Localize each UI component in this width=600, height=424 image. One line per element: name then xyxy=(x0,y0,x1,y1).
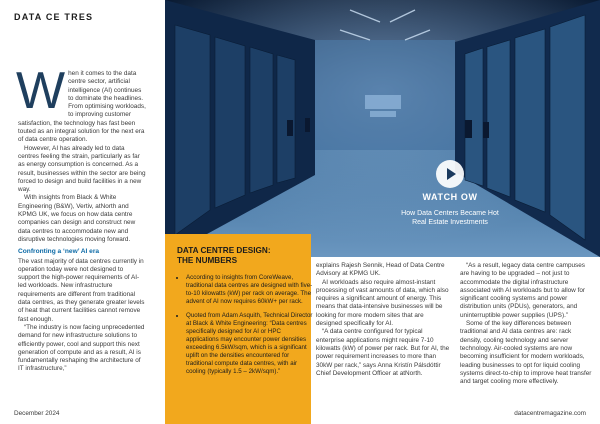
drop-cap: W xyxy=(16,62,66,120)
paragraph: “A data centre configured for typical enterprise applications might require 7-10 kilowatts (kW) of power per rack. But for AI, the power requirement increases to more than 30kW per rack,” says Anna Kristín Pálsdóttir Chief Development Officer at atNorth. xyxy=(316,328,450,377)
article-column-3 xyxy=(316,262,450,378)
paragraph: The vast majority of data centres currently in operation today were not designed to support the high-power requirements of AI-led workloads. New infrastructure requirements are different from traditional data centres, as they generate greater levels of heat that current facilities cannot remove fast enough. xyxy=(18,257,145,323)
sidebar-title-line-1: DATA CENTRE DESIGN: xyxy=(177,246,271,255)
paragraph: “As a result, legacy data centre campuses are having to be upgraded – not just to accommodate the digital infrastructure associated with AI workloads but to allow for significant cooling systems and power distribution units (PDUs), generators, and uninterruptible power supplies (UPS).” xyxy=(460,262,586,319)
watch-now-button[interactable] xyxy=(420,160,480,202)
paragraph: AI workloads also require almost-instant processing of vast amounts of data, which also requires a significant amount of energy. This means that data-intensive businesses will be looking for more modern sites that are designed specifically for AI. xyxy=(316,278,449,328)
sidebar-box-numbers xyxy=(165,234,311,424)
subheading: Confronting a ‘new’ AI era xyxy=(18,248,100,256)
paragraph: However, AI has already led to data centres feeling the strain, particularly as far as energy consumption is concerned. As a result, businesses within the sector are being forced to design and build facilities in a new way. xyxy=(18,144,146,194)
sidebar-title xyxy=(177,246,271,266)
sidebar-title-line-2: THE NUMBERS xyxy=(177,256,238,265)
sidebar-item: • Quoted from Adam Asquith, Technical Director at Black & White Engineering: “Data centres specifically designed for AI or HPC applications may encounter power densities exceeding 6.5kW/sqm, which is a significant uplift on the densities encountered for traditional compute data centres, with air cooling (typically 1.5 – 2kW/sqm).” xyxy=(186,312,314,376)
paragraph: explains Rajesh Sennik, Head of Data Centre Advisory at KPMG UK. xyxy=(316,262,445,278)
article-column-1 xyxy=(16,62,146,374)
paragraph: With insights from Black & White Engineering (B&W), Vertiv, atNorth and KPMG UK, we focus on how data centre companies can design and construct new data centres to accommodate new and disruptive technologies moving forward. xyxy=(18,194,136,243)
play-icon[interactable] xyxy=(436,160,464,188)
section-tag: DATA CE TRES xyxy=(14,12,94,22)
intro-paragraph: hen it comes to the data centre sector, artificial intelligence (AI) continues to dominate the headlines. From optimising workloads, to improving customer satisfaction, the technology has fast been touted as an integral solution for the next era of data centre operation. xyxy=(18,70,146,144)
footer-date: December 2024 xyxy=(14,410,60,417)
footer-site-link[interactable]: datacentremagazine.com xyxy=(514,410,586,417)
hero-image-server-room xyxy=(165,0,600,257)
article-column-4 xyxy=(460,262,594,386)
watch-now-label: WATCH OW xyxy=(422,192,478,202)
sidebar-list xyxy=(177,274,314,382)
video-caption: How Data Centers Became Hot Real Estate Investments xyxy=(401,210,499,226)
sidebar-item: • According to insights from CoreWeave, traditional data centres are designed with five-to-10 kilowatts (kW) per rack on average. The advent of AI now requires 60kW+ per rack. xyxy=(186,274,314,306)
paragraph: “The industry is now facing unprecedented demand for new infrastructure solutions to efficiently power, cool and support this next generation of compute and as a result, AI is fundamentally reshaping the architecture of IT infrastructure,” xyxy=(18,323,145,373)
server-room-illustration xyxy=(165,0,600,257)
paragraph: Some of the key differences between traditional and AI data centres are: rack density, cooling technology and server technology. Air-cooled systems are now becoming insufficient for modern workloads, leading businesses to opt for liquid cooling systems direct-to-chip to improve heat transfer and target cooling more effectively. xyxy=(460,320,592,386)
